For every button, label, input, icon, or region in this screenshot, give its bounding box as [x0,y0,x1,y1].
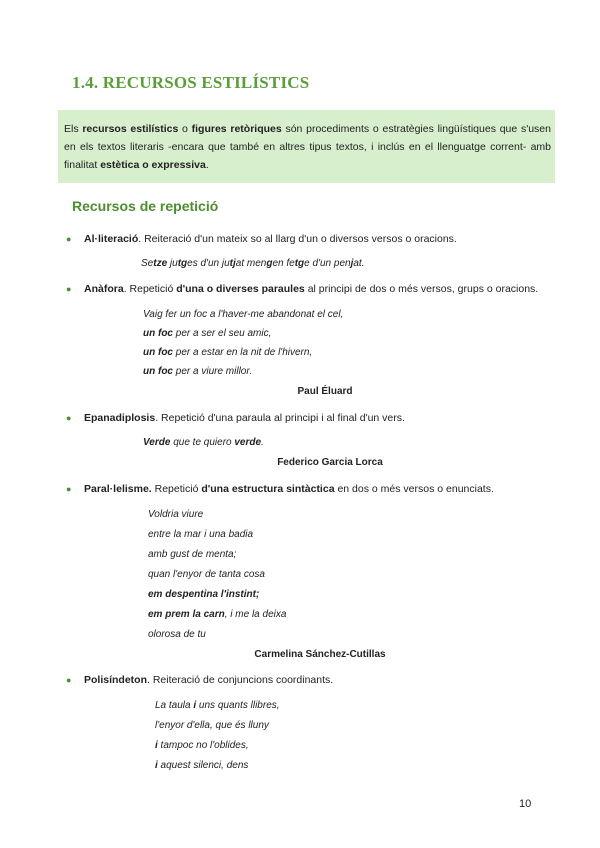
desc-par-bold: d'una estructura sintàctica [201,483,335,495]
desc-alliteracio: . Reiteració d'un mateix so al llarg d'un o diversos versos o oracions. [138,233,457,245]
anafora-text: per a estar en la nit de l'hivern, [173,347,313,358]
allit-seg: ju [221,258,230,269]
term-parallelisme: Paral·lelisme. [84,483,152,495]
list-item-parallelisme [66,483,494,495]
example-anafora-line-3 [143,347,312,358]
term-epanadiplosis: Epanadiplosis [84,412,156,424]
anafora-text: per a viure millor. [173,366,253,377]
term-alliteracio: Al·literació [84,233,139,245]
author-sanchez-cutillas: Carmelina Sánchez-Cutillas [254,649,386,660]
bullet-icon: ● [66,284,72,294]
example-pol-line-2: l'enyor d'ella, que és lluny [155,720,269,731]
list-item-polisindeton [66,674,333,686]
allit-seg: en fe [272,258,295,269]
par-bold: em despentina l'instint; [148,589,260,600]
allit-seg: ju [167,258,178,269]
pol-text: aquest silenci, dens [157,760,249,771]
allit-seg-bold: tj [229,258,236,269]
term-anafora: Anàfora [84,283,124,295]
bullet-icon: ● [66,484,72,494]
example-pol-line-4 [155,760,248,771]
allit-seg-bold: tg [294,258,305,269]
example-pol-line-1 [155,700,280,711]
epan-bold: verde [234,437,262,448]
subsection-title: Recursos de repetició [72,198,219,214]
pol-bold: i [155,760,158,771]
allit-seg-bold: tze [153,258,168,269]
example-par-line-3: amb gust de menta; [148,549,237,560]
allit-seg: e d'un pen [304,258,351,269]
allit-seg: es d'un [187,258,222,269]
allit-seg: Se [141,258,154,269]
desc-epanadiplosis: . Repetició d'una paraula al principi i al final d'un vers. [155,412,405,424]
example-par-line-7: olorosa de tu [148,629,206,640]
allit-seg: at men [235,258,267,269]
intro-text-3: són procediments o estratègies lingüístiques que s'usen en els textos literaris -encara que també en altres tipus textos, i inclús en el llenguatge corrent- amb finalitat [64,123,551,171]
pol-bold: i [193,700,197,711]
pol-text: uns quants llibres, [196,700,280,711]
term-polisindeton: Polisíndeton [84,674,147,686]
example-par-line-6 [148,609,286,620]
example-anafora-line-4 [143,366,252,377]
intro-text-2: o [178,123,192,135]
pol-bold: i [155,740,158,751]
allit-seg-bold: j [350,258,354,269]
epan-text: que te quiero [170,437,235,448]
pol-text: tampoc no l'oblides, [157,740,249,751]
intro-box [58,110,555,183]
section-title: 1.4. RECURSOS ESTILÍSTICS [72,73,310,92]
bullet-icon: ● [66,234,72,244]
bullet-icon: ● [66,413,72,423]
par-text: , i me la deixa [224,609,287,620]
intro-bold-1: recursos estilístics [82,123,179,135]
example-pol-line-3 [155,740,249,751]
intro-text-4: . [205,159,209,171]
example-par-line-5 [148,589,259,600]
example-par-line-1: Voldria viure [148,509,204,520]
epan-text: . [261,437,264,448]
page-number: 10 [519,798,532,810]
desc-par-b: en dos o més versos o enunciats. [334,483,494,495]
intro-bold-3: estètica o expressiva [100,159,206,171]
desc-anafora-bold: d'una o diverses paraules [176,283,305,295]
example-alliteracio [141,258,364,269]
bullet-icon: ● [66,675,72,685]
intro-bold-2: figures retòriques [191,123,282,135]
pol-text: La taula [155,700,194,711]
anafora-bold: un foc [143,347,173,358]
desc-anafora-b: al principi de dos o més versos, grups o oracions. [304,283,539,295]
anafora-text: per a ser el seu amic, [173,328,272,339]
allit-seg-bold: tg [177,258,188,269]
example-anafora-line-2 [143,328,271,339]
desc-anafora-a: . Repetició [123,283,177,295]
desc-par-a: Repetició [151,483,202,495]
example-par-line-2: entre la mar i una badia [148,529,254,540]
list-item-epanadiplosis [66,412,405,424]
anafora-bold: un foc [143,328,173,339]
intro-text-1: Els [64,123,83,135]
example-par-line-4: quan l'enyor de tanta cosa [148,569,265,580]
desc-polisindeton: . Reiteració de conjuncions coordinants. [147,674,334,686]
list-item-anafora [66,283,538,295]
list-item-alliteracio [66,233,457,245]
anafora-bold: un foc [143,366,173,377]
author-eluard: Paul Éluard [297,386,353,397]
epan-bold: Verde [143,437,171,448]
par-bold: em prem la carn [148,609,225,620]
example-anafora-line-1: Vaig fer un foc a l'haver-me abandonat el cel, [143,309,344,320]
author-lorca: Federico Garcia Lorca [277,457,383,468]
allit-seg: at. [353,258,365,269]
example-epanadiplosis [143,437,264,448]
allit-seg-bold: g [266,258,273,269]
